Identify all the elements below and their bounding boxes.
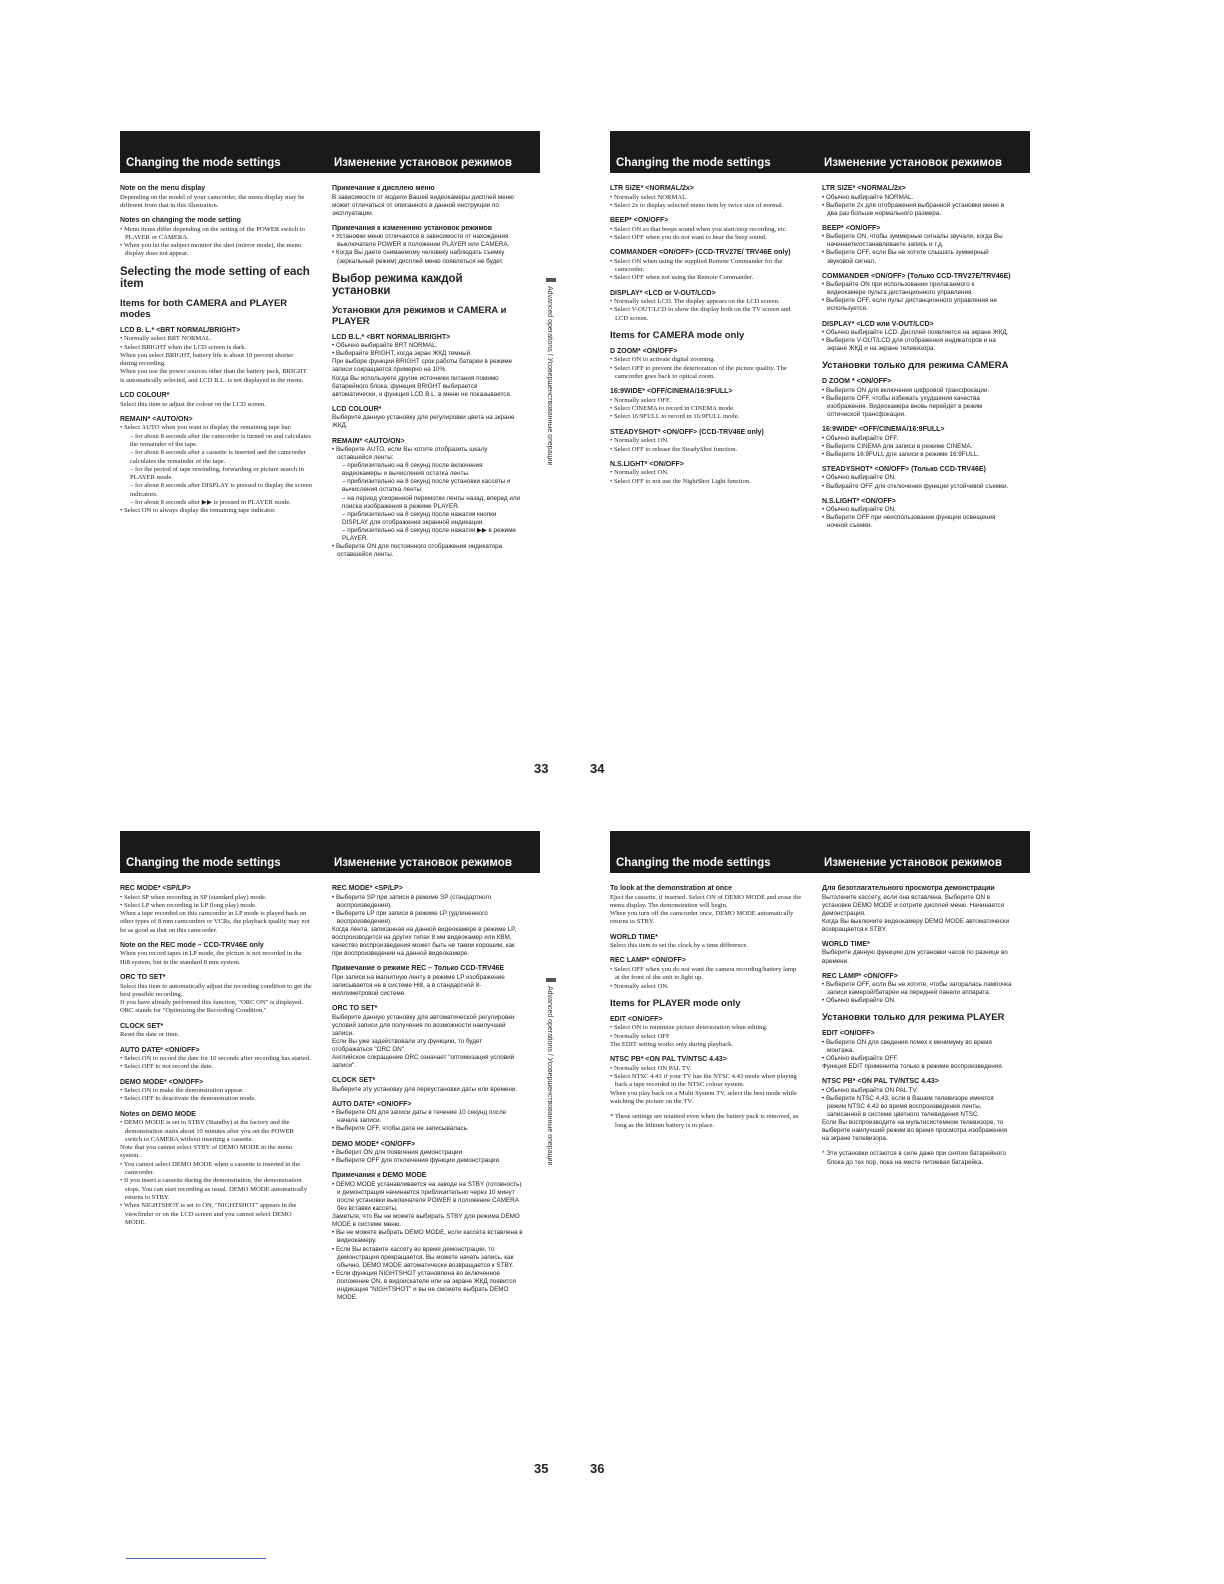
body-text: Выберите данную функцию для установки часов по разнице во времени. bbox=[822, 949, 1008, 965]
item-heading: 16:9WIDE* <OFF/CINEMA/16:9FULL> bbox=[822, 426, 945, 434]
item-heading: CLOCK SET* bbox=[332, 1077, 376, 1085]
body-text: The EDIT setting works only during playback. bbox=[610, 1040, 734, 1048]
section-block bbox=[610, 934, 802, 951]
body-text: • Выберите OFF, если Вы не хотите слышать зуммерный звуковой сигнал. bbox=[822, 249, 989, 265]
column-ru bbox=[332, 185, 524, 566]
body-text: Когда Вы используете другие источники питания помимо батарейного блока, функция BRIGHT выбирается автоматически, и функция LCD B.L. в меню не показывается. bbox=[332, 374, 512, 398]
item-heading: N.S.LIGHT* <ON/OFF> bbox=[610, 460, 684, 468]
body-text: • Select ON to activate digital zooming. bbox=[610, 356, 716, 364]
body-text: • Select ON to record the date for 10 seconds after recording has started. bbox=[120, 1055, 311, 1063]
section-block bbox=[120, 1047, 312, 1072]
header-title-ru: Изменение установок режимов bbox=[824, 857, 1002, 869]
item-heading: REMAIN* <AUTO/ON> bbox=[120, 415, 193, 423]
section-block bbox=[822, 225, 1014, 266]
header-title-en: Changing the mode settings bbox=[126, 157, 281, 169]
item-heading: REC MODE* <SP/LP> bbox=[332, 885, 403, 892]
page-34 bbox=[590, 131, 1030, 776]
body-text: • Select ON so that beeps sound when you start/stop recording, etc. bbox=[610, 225, 788, 233]
body-text: • Обычно выбирайте ON PAL TV. bbox=[822, 1086, 918, 1094]
item-heading: Примечание к дисплею меню bbox=[332, 185, 435, 192]
body-text: • Select 2x to display selected menu item by twice size of normal. bbox=[610, 201, 784, 209]
body-text: – приблизительно на 8 секунд после нажатия кнопки DISPLAY для отображения экранной индикации. bbox=[342, 510, 497, 526]
body-text: • Обычно выбирайте LCD. Дисплей появляется на экране ЖКД. bbox=[822, 329, 1009, 337]
body-text: • Выберите LP при записи в режиме LP (удлиненного воспроизведения). bbox=[332, 909, 488, 925]
section-block bbox=[332, 1005, 524, 1070]
section-block bbox=[822, 426, 1014, 459]
footer-line bbox=[126, 1558, 266, 1559]
body-text: • Выберите NTSC 4.43, если в Вашем телевизоре имеется режим NTSC 4.43 во время воспроизведения ленты, записанной в системе цветного телевидения NTSC. bbox=[822, 1094, 994, 1119]
section-block bbox=[610, 1056, 802, 1106]
column-en bbox=[610, 185, 802, 493]
body-text: • Обычно выбирайте ON. bbox=[822, 506, 896, 514]
body-text: • Select 16:9FULL to record in 16:9FULL mode. bbox=[610, 413, 740, 421]
body-text: • Выберите OFF, если Вы не хотите, чтобы загоралась лампочка записи камерой/батареи на передней панели аппарата. bbox=[822, 981, 1012, 997]
body-text: – на период ускоренной перемотки ленты назад, вперед или поиска изображения в режиме PLAYER. bbox=[342, 494, 521, 510]
body-text: • Выберите SP при записи в режиме SP (стандартного воспроизведения). bbox=[332, 893, 492, 909]
section-block bbox=[610, 185, 802, 210]
section-block bbox=[822, 885, 1014, 934]
section-block bbox=[610, 461, 802, 486]
section-block bbox=[332, 965, 524, 998]
section-block bbox=[610, 429, 802, 454]
body-text: ORC stands for "Optimizing the Recording Condition." bbox=[120, 1007, 267, 1015]
body-text: • Normally select OFF. bbox=[610, 1032, 671, 1040]
body-text: • When NIGHTSHOT is set to ON, "NIGHTSHOT" appears in the viewfinder or on the LCD screen and you cannot select DEMO MODE. bbox=[120, 1202, 297, 1226]
body-text: Выберите данную установку для регулировки цвета на экране ЖКД. bbox=[332, 414, 515, 430]
side-tab bbox=[546, 286, 558, 666]
item-heading: LTR SIZE* <NORMAL/2x> bbox=[610, 185, 694, 192]
body-text: • Normally select LCD. The display appears on the LCD screen. bbox=[610, 298, 780, 306]
item-heading: D ZOOM* <ON/OFF> bbox=[610, 347, 678, 355]
section-block bbox=[332, 1101, 524, 1134]
item-heading: REC MODE* <SP/LP> bbox=[120, 885, 191, 892]
body-text: – for the period of tape rewinding, forwarding or picture search in PLAYER mode. bbox=[130, 465, 304, 482]
section-block bbox=[610, 217, 802, 242]
body-text: • Обычно выбирайте OFF. bbox=[822, 434, 899, 442]
section-block bbox=[332, 225, 524, 266]
body-text: Если Вы уже задействовали эту функцию, то будет отображаться "ORC ON". bbox=[332, 1037, 483, 1053]
body-text: • You cannot select DEMO MODE when a cassette is inserted in the camcorder. bbox=[120, 1160, 301, 1177]
body-text: • Если Вы вставите кассету во время демонстрации, то демонстрация прекращается. Вы можете начать запись, как обычно. DEMO MODE автоматически возвращается к STBY. bbox=[332, 1245, 514, 1269]
body-text: В зависимости от модели Вашей видеокамеры дисплей меню может отличаться от описанного в данной инструкции по эксплуатации. bbox=[332, 193, 514, 217]
section-block bbox=[120, 298, 312, 320]
body-text: • Select CINEMA to record in CINEMA mode. bbox=[610, 405, 735, 413]
item-heading: Notes on DEMO MODE bbox=[120, 1110, 196, 1118]
section-block bbox=[120, 217, 312, 259]
body-text: • Select V-OUT/LCD to show the display both on the TV screen and LCD screen. bbox=[610, 306, 791, 322]
section-block bbox=[120, 942, 312, 967]
body-text: When you play back on a Multi System TV, select the best mode while watching the picture on the TV. bbox=[610, 1089, 797, 1105]
section-block bbox=[332, 334, 524, 399]
body-text: При записи на магнитную ленту в режиме LP изображение записывается не в системе Hi8, а в стандартной 8-миллиметровой системе. bbox=[332, 973, 505, 997]
body-text: • Выберите OFF, чтобы дата не записывалась. bbox=[332, 1125, 469, 1133]
body-text: – приблизительно на 8 секунд после установки кассеты и вычисления остатка ленты. bbox=[342, 478, 511, 494]
column-ru bbox=[822, 185, 1014, 537]
body-text: • Выберите ON, чтобы зуммерные сигналы звучали, когда Вы начинаете/останавливаете запись и т.д. bbox=[822, 233, 1003, 249]
subsection-heading: Items for both CAMERA and PLAYER modes bbox=[120, 297, 288, 320]
section-block bbox=[822, 466, 1014, 491]
section-block bbox=[610, 330, 802, 341]
section-block bbox=[120, 392, 312, 409]
header-title-en: Changing the mode settings bbox=[126, 857, 281, 869]
section-block bbox=[120, 1079, 312, 1104]
body-text: • Select OFF to not use the NightShot Light function. bbox=[610, 477, 751, 485]
body-text: • Normally select BRT NORMAL. bbox=[120, 335, 212, 343]
section-heading: Selecting the mode setting of each item bbox=[120, 265, 310, 291]
body-text: – for about 8 seconds after a cassette is inserted and the camcorder calculates the remainder of the tape. bbox=[130, 449, 306, 465]
body-text: • Выберите 2x для отображения выбранной установки меню в два раз больше нормального размера. bbox=[822, 201, 1005, 217]
item-heading: AUTO DATE* <ON/OFF> bbox=[332, 1100, 412, 1108]
item-heading: STEADYSHOT* <ON/OFF> (Только CCD-TRV46E) bbox=[822, 465, 986, 473]
body-text: • Обычно выбирайте OFF. bbox=[822, 1055, 899, 1063]
body-text: – приблизительно на 8 секунд после нажатия ▶▶ в режиме PLAYER. bbox=[342, 526, 517, 543]
body-text: • Выберите V-OUT/LCD для отображения индикаторов и на экране ЖКД и на экране телевизора. bbox=[822, 337, 996, 353]
body-text: • If you insert a cassette during the demonstration, the demonstration stops. You can start recording as usual. DEMO MODE automatically returns to STBY. bbox=[120, 1177, 308, 1201]
item-heading: Note on the menu display bbox=[120, 185, 206, 192]
page-number: 34 bbox=[590, 761, 605, 776]
column-en bbox=[610, 885, 802, 1137]
section-block bbox=[332, 438, 524, 560]
side-tab bbox=[546, 986, 558, 1366]
section-block bbox=[610, 290, 802, 323]
header-title-ru: Изменение установок режимов bbox=[824, 157, 1002, 169]
section-block bbox=[822, 185, 1014, 218]
body-text: – for about 8 seconds after the camcorder is turned on and calculates the remainder of the tape. bbox=[130, 432, 311, 448]
side-tab-label: Advanced operations / Усовершенствованные операции bbox=[546, 286, 553, 466]
item-heading: LCD B. L.* <BRT NORMAL/BRIGHT> bbox=[120, 326, 241, 334]
header-title-ru: Изменение установок режимов bbox=[334, 157, 512, 169]
section-block bbox=[332, 273, 524, 298]
body-text: • Menu items differ depending on the setting of the POWER switch to PLAYER or CAMERA. bbox=[120, 225, 305, 241]
item-heading: LCD COLOUR* bbox=[120, 392, 170, 400]
item-heading: NTSC PB* <ON PAL TV/NTSC 4.43> bbox=[822, 1078, 939, 1086]
column-en bbox=[120, 185, 312, 523]
column-en bbox=[120, 885, 312, 1234]
body-text: – for about 8 seconds after DISPLAY is pressed to display the screen indicators. bbox=[130, 482, 312, 498]
body-text: Выберите эту установку для переустановки даты или времени. bbox=[332, 1085, 518, 1093]
section-block bbox=[610, 348, 802, 381]
subsection-heading: Установки только для режима PLAYER bbox=[822, 1012, 1005, 1024]
item-heading: DISPLAY* <LCD or V-OUT/LCD> bbox=[610, 289, 716, 297]
section-block bbox=[610, 388, 802, 421]
body-text: При выборе функции BRIGHT срок работы батареи в режиме записи сокращается примерно на 10%. bbox=[332, 358, 513, 374]
section-block bbox=[332, 1172, 524, 1302]
body-text: Выберите данную установку для автоматической регулировки условий записи для получения по возможности наилучшей записи. bbox=[332, 1013, 515, 1037]
body-text: • When you let the subject monitor the shot (mirror mode), the menu display does not appear. bbox=[120, 242, 302, 258]
section-block bbox=[120, 185, 312, 210]
body-text: • Выберите ON для сведения помех к минимуму во время монтажа. bbox=[822, 1038, 992, 1055]
body-text: When a tape recorded on this camcorder in LP mode is played back on other types of 8 mm camcorders or VCRs, the playback quality may not be as good as that on this camcorder. bbox=[120, 910, 310, 934]
body-text: • Выберите ON для постоянного отображения индикатора оставшейся ленты. bbox=[332, 543, 503, 559]
item-heading: LTR SIZE* <NORMAL/2x> bbox=[822, 185, 906, 192]
section-block bbox=[610, 998, 802, 1009]
body-text: • Выберит ON для появления демонстрации. bbox=[332, 1149, 464, 1157]
body-text: Когда Вы выключите видеокамеру DEMO MODE автоматически возвращается к STBY. bbox=[822, 917, 1010, 933]
page-number: 35 bbox=[534, 1461, 549, 1476]
section-block bbox=[822, 973, 1014, 1006]
body-text: • Select ON to make the demonstration appear. bbox=[120, 1087, 244, 1095]
section-block bbox=[332, 185, 524, 218]
item-heading: LCD B.L.* <BRT NORMAL/BRIGHT> bbox=[332, 333, 451, 341]
page-36 bbox=[590, 831, 1030, 1476]
header-title-en: Changing the mode settings bbox=[616, 157, 771, 169]
section-block bbox=[822, 321, 1014, 354]
item-heading: DEMO MODE* <ON/OFF> bbox=[120, 1078, 204, 1086]
body-text: • Select OFF to release the SteadyShot function. bbox=[610, 445, 738, 453]
body-text: Если Вы воспроизводите на мультисистемном телевизоре, то выберите наилучший режим во время просмотра изображения на экране телевизора. bbox=[822, 1119, 1007, 1143]
page-header bbox=[610, 831, 1030, 873]
body-text: When you record tapes in LP mode, the picture is not recorded in the Hi8 system, but in the standard 8 mm system. bbox=[120, 950, 302, 966]
page-header bbox=[120, 131, 540, 173]
page-33 bbox=[120, 131, 553, 776]
item-heading: ORC TO SET* bbox=[332, 1005, 378, 1013]
body-text: • Обычно выбирайте NORMAL. bbox=[822, 193, 914, 201]
body-text: • Обычно выбирайте ON. bbox=[822, 997, 896, 1005]
body-text: • DEMO MODE is set to STBY (Standby) at the factory and the demonstration starts about 10 minutes after you set the POWER switch to CAMERA without inserting a cassette. bbox=[120, 1119, 295, 1143]
section-block bbox=[822, 498, 1014, 531]
item-heading: CLOCK SET* bbox=[120, 1022, 164, 1030]
section-block bbox=[120, 1111, 312, 1227]
body-text: Select this item to automatically adjust the recording condition to get the best possible recording. bbox=[120, 982, 312, 998]
section-block bbox=[610, 1016, 802, 1049]
item-heading: STEADYSHOT* <ON/OFF> (CCD-TRV46E only) bbox=[610, 428, 764, 436]
body-text: When you select BRIGHT, battery life is about 10 percent shorter during recording. bbox=[120, 351, 294, 368]
body-text: • Select OFF to deactivate the demonstration mode. bbox=[120, 1095, 256, 1103]
body-text: • Когда Вы даете снимаемому человеку наблюдать съемку (зеркальный режим) дисплей меню появляться не будет. bbox=[332, 249, 505, 265]
body-text: • Select BRIGHT when the LCD screen is dark. bbox=[120, 343, 247, 351]
body-text: • Normally select OFF. bbox=[610, 396, 671, 404]
section-block bbox=[332, 406, 524, 431]
item-heading: N.S.LIGHT* <ON/OFF> bbox=[822, 497, 896, 505]
body-text: • Выберите OFF, если пульт дистанционного управления не используется. bbox=[822, 297, 997, 313]
body-text: • Select ON to minimize picture deterioration when editing. bbox=[610, 1024, 768, 1032]
body-text: • Normally select ON. bbox=[610, 437, 669, 445]
page-header bbox=[610, 131, 1030, 173]
body-text: • Select ON to always display the remaining tape indicator. bbox=[120, 507, 276, 515]
body-text: • Выберите OFF при неиспользовании функции освещения ночной съемки. bbox=[822, 514, 996, 530]
body-text: • Выберите ON для включения цифровой трансфокации. bbox=[822, 386, 990, 394]
item-heading: WORLD TIME* bbox=[822, 940, 870, 948]
item-heading: NTSC PB* <ON PAL TV/NTSC 4.43> bbox=[610, 1056, 727, 1064]
subsection-heading: Items for PLAYER mode only bbox=[610, 997, 741, 1009]
section-block bbox=[332, 1141, 524, 1166]
subsection-heading: Items for CAMERA mode only bbox=[610, 329, 745, 341]
section-block bbox=[610, 957, 802, 990]
section-block bbox=[120, 885, 312, 935]
section-block bbox=[120, 416, 312, 516]
item-heading: Примечания к изменению установок режимов bbox=[332, 224, 493, 232]
section-block bbox=[610, 249, 802, 282]
body-text: • Установки меню отличаются в зависимости от нахождения выключателя POWER в положении PLAYER или CAMERA. bbox=[332, 233, 510, 249]
section-block bbox=[120, 327, 312, 385]
body-text: • Обычно выбирайте BRT NORMAL. bbox=[332, 342, 438, 350]
item-heading: DEMO MODE* <ON/OFF> bbox=[332, 1140, 416, 1148]
item-heading: EDIT <ON/OFF> bbox=[610, 1015, 663, 1023]
body-text: • Select OFF to prevent the deterioration of the picture quality. The camcorder goes back to optical zoom. bbox=[610, 364, 787, 381]
column-ru bbox=[822, 885, 1014, 1174]
item-heading: ORC TO SET* bbox=[120, 974, 166, 982]
body-text: • Выберите OFF для отключения функции демонстрации. bbox=[332, 1157, 501, 1165]
section-block bbox=[822, 1078, 1014, 1143]
section-block bbox=[822, 1012, 1014, 1023]
body-text: • Вы не можете выбрать DEMO MODE, если кассета вставлена в видеокамеру. bbox=[332, 1229, 523, 1245]
body-text: • Select OFF when you do not want the camera recording/battery lamp at the front of the unit to light up. bbox=[610, 965, 797, 982]
body-text: • Normally select ON. bbox=[610, 469, 669, 477]
header-title-en: Changing the mode settings bbox=[616, 857, 771, 869]
section-block bbox=[822, 378, 1014, 419]
item-heading: REC LAMP* <ON/OFF> bbox=[610, 957, 686, 965]
body-text: • Обычно выбирайте ON. bbox=[822, 474, 896, 482]
section-heading: Выбор режима каждой установки bbox=[332, 272, 463, 298]
section-block bbox=[822, 360, 1014, 371]
item-heading: BEEP* <ON/OFF> bbox=[822, 224, 881, 232]
section-block bbox=[120, 974, 312, 1016]
body-text: • Select OFF to not record the date. bbox=[120, 1063, 214, 1071]
item-heading: Примечание о режиме REC – Только CCD-TRV46E bbox=[332, 965, 505, 973]
body-text: Eject the cassette, if inserted. Select ON of DEMO MODE and erase the menu display. The demonstration will begin. bbox=[610, 893, 802, 909]
side-tab-marker bbox=[546, 278, 556, 282]
body-text: • Select LP when recording in LP (long play) mode. bbox=[120, 901, 257, 909]
body-text: • Выберите CINEMA для записи в режиме CINEMA. bbox=[822, 442, 973, 450]
section-block bbox=[332, 885, 524, 958]
item-heading: COMMANDER <ON/OFF> (CCD-TRV27E/ TRV46E only) bbox=[610, 249, 791, 257]
section-block bbox=[120, 266, 312, 291]
body-text: – for about 8 seconds after ▶▶ is pressed in PLAYER mode. bbox=[130, 499, 291, 507]
section-block bbox=[332, 1077, 524, 1094]
body-text: • Normally select ON PAL TV. bbox=[610, 1064, 692, 1072]
body-text: • DEMO MODE устанавливается на заводе на STBY (готовность) и демонстрация начинается приблизительно через 10 минут после установки выключателя POWER в положение CAMERA без вставки кассеты. bbox=[332, 1180, 522, 1213]
item-heading: COMMANDER <ON/OFF> (Только CCD-TRV27E/TRV46E) bbox=[822, 272, 1011, 280]
body-text: • Select SP when recording in SP (standard play) mode. bbox=[120, 893, 267, 901]
body-text: • Выберите OFF, чтобы избежать ухудшения качества изображения. Видеокамера вновь перейдет в режим оптической трансфокации. bbox=[822, 394, 983, 419]
page-35 bbox=[120, 831, 553, 1476]
body-text: When you turn off the camcorder once, DEMO MODE automatically returns to STBY. bbox=[610, 910, 794, 926]
header-title-ru: Изменение установок режимов bbox=[334, 857, 512, 869]
section-block bbox=[822, 1030, 1014, 1071]
item-heading: EDIT <ON/OFF> bbox=[822, 1030, 875, 1038]
body-text: • Выберите 16:9FULL для записи в режиме 16:9FULL. bbox=[822, 450, 979, 458]
body-text: • Normally select NORMAL. bbox=[610, 193, 688, 201]
section-block bbox=[822, 273, 1014, 314]
body-text: • Select OFF when not using the Remote Commander. bbox=[610, 274, 754, 282]
body-text: • Select NTSC 4.43 if your TV has the NTSC 4.43 mode when playing back a tape recorded in the NTSC colour system. bbox=[610, 1073, 797, 1089]
body-text: • Select AUTO when you want to display the remaining tape bar: bbox=[120, 424, 292, 432]
body-text: • Выбирайте ON при использовании прилагаемого к видеокамере пульта дистанционного управления. bbox=[822, 281, 975, 297]
item-heading: Note on the REC mode – CCD-TRV46E only bbox=[120, 941, 264, 949]
item-heading: REC LAMP* <ON/OFF> bbox=[822, 972, 898, 980]
page-header bbox=[120, 831, 540, 873]
item-heading: Для безотлагательного просмотра демонстрации bbox=[822, 885, 995, 892]
body-text: Select this item to set the clock by a time difference. bbox=[610, 942, 749, 950]
body-text: Английское сокращение ORC означает "оптимизация условий записи". bbox=[332, 1054, 515, 1070]
body-text: • Normally select ON. bbox=[610, 982, 669, 990]
body-text: Reset the date or time. bbox=[120, 1031, 180, 1039]
body-text: * These settings are retained even when the battery pack is removed, as long as the lithium battery is in place. bbox=[610, 1113, 799, 1129]
section-block bbox=[120, 1023, 312, 1040]
body-text: If you have already performed this function, "ORC ON" is displayed. bbox=[120, 999, 304, 1007]
item-heading: WORLD TIME* bbox=[610, 933, 658, 941]
body-text: – приблизительно на 8 секунд после включения видеокамеры и вычисления остатка ленты. bbox=[342, 462, 483, 478]
column-ru bbox=[332, 885, 524, 1309]
section-block bbox=[822, 1150, 1014, 1166]
body-text: Когда лента, записанная на данной видеокамере в режиме LP, воспроизводится на других типах 8 мм видеокамер или КВМ, качество воспроизведения может быть не таким хорошим, как при воспроизведении на данной видеокамере. bbox=[332, 925, 517, 958]
item-heading: AUTO DATE* <ON/OFF> bbox=[120, 1046, 200, 1054]
body-text: When you use the power sources other than the battery pack, BRIGHT is automatically selected, and LCD B.L. is not displayed in the menu. bbox=[120, 368, 307, 384]
item-heading: BEEP* <ON/OFF> bbox=[610, 217, 669, 225]
body-text: • Выберите ON для записи даты в течение 10 секунд после начала записи. bbox=[332, 1109, 507, 1125]
item-heading: Примечания к DEMO MODE bbox=[332, 1172, 427, 1180]
section-block bbox=[610, 885, 802, 927]
item-heading: REMAIN* <AUTO/ON> bbox=[332, 437, 405, 445]
body-text: Вытолкните кассету, если она вставлена. Выберите ON в установке DEMO MODE и сотрите дисплей меню. Начинается демонстрация. bbox=[822, 893, 1005, 917]
item-heading: Notes on changing the mode setting bbox=[120, 217, 241, 225]
item-heading: LCD COLOUR* bbox=[332, 405, 382, 413]
body-text: Depending on the model of your camcorder, the menu display may be different from that in this illustration. bbox=[120, 193, 305, 209]
body-text: • Select ON when using the supplied Remote Commander for the camcorder. bbox=[610, 257, 783, 273]
side-tab-marker bbox=[546, 978, 556, 982]
body-text: • Выбирайте OFF для отключения функции устойчивой съемки. bbox=[822, 482, 1009, 490]
item-heading: 16:9WIDE* <OFF/CINEMA/16:9FULL> bbox=[610, 388, 733, 396]
body-text: Note that you cannot select STBY of DEMO MODE in the menu system. bbox=[120, 1144, 293, 1160]
item-heading: DISPLAY* <LCD или V-OUT/LCD> bbox=[822, 320, 934, 328]
subsection-heading: Установки только для режима CAMERA bbox=[822, 360, 1009, 372]
body-text: Заметьте, что Вы не можете выбирать STBY для режима DEMO MODE в системе меню. bbox=[332, 1213, 520, 1229]
page-number: 33 bbox=[534, 761, 549, 776]
body-text: * Эти установки остаются в силе даже при снятии батарейного блока до тех пор, пока на месте литиевая батарейка. bbox=[822, 1150, 1006, 1166]
body-text: • Если функция NIGHTSHOT установлена во включенное положение ON, в видоискателе или на экране ЖКД появится индикация "NIGHTSHOT" и вы не сможете выбрать DEMO MODE. bbox=[332, 1269, 516, 1302]
section-block bbox=[610, 1113, 802, 1130]
side-tab-label: Advanced operations / Усовершенствованные операции bbox=[546, 986, 553, 1166]
body-text: Функция EDIT примениma только в режиме воспроизведения. bbox=[822, 1063, 1004, 1071]
body-text: • Выбирайте BRIGHT, когда экран ЖКД темный. bbox=[332, 350, 472, 358]
item-heading: To look at the demonstration at once bbox=[610, 885, 732, 892]
item-heading: D ZOOM * <ON/OFF> bbox=[822, 378, 892, 386]
page-number: 36 bbox=[590, 1461, 605, 1476]
subsection-heading: Установки для режимов и CAMERA и PLAYER bbox=[332, 304, 507, 327]
section-block bbox=[822, 941, 1014, 966]
body-text: Select this item to adjust the colour on the LCD screen. bbox=[120, 400, 266, 408]
body-text: • Select OFF when you do not want to hear the beep sound. bbox=[610, 233, 767, 241]
section-block bbox=[332, 305, 524, 327]
body-text: • Выберите AUTO, если Вы хотите отобразить шкалу оставшейся ленты: bbox=[332, 446, 488, 462]
